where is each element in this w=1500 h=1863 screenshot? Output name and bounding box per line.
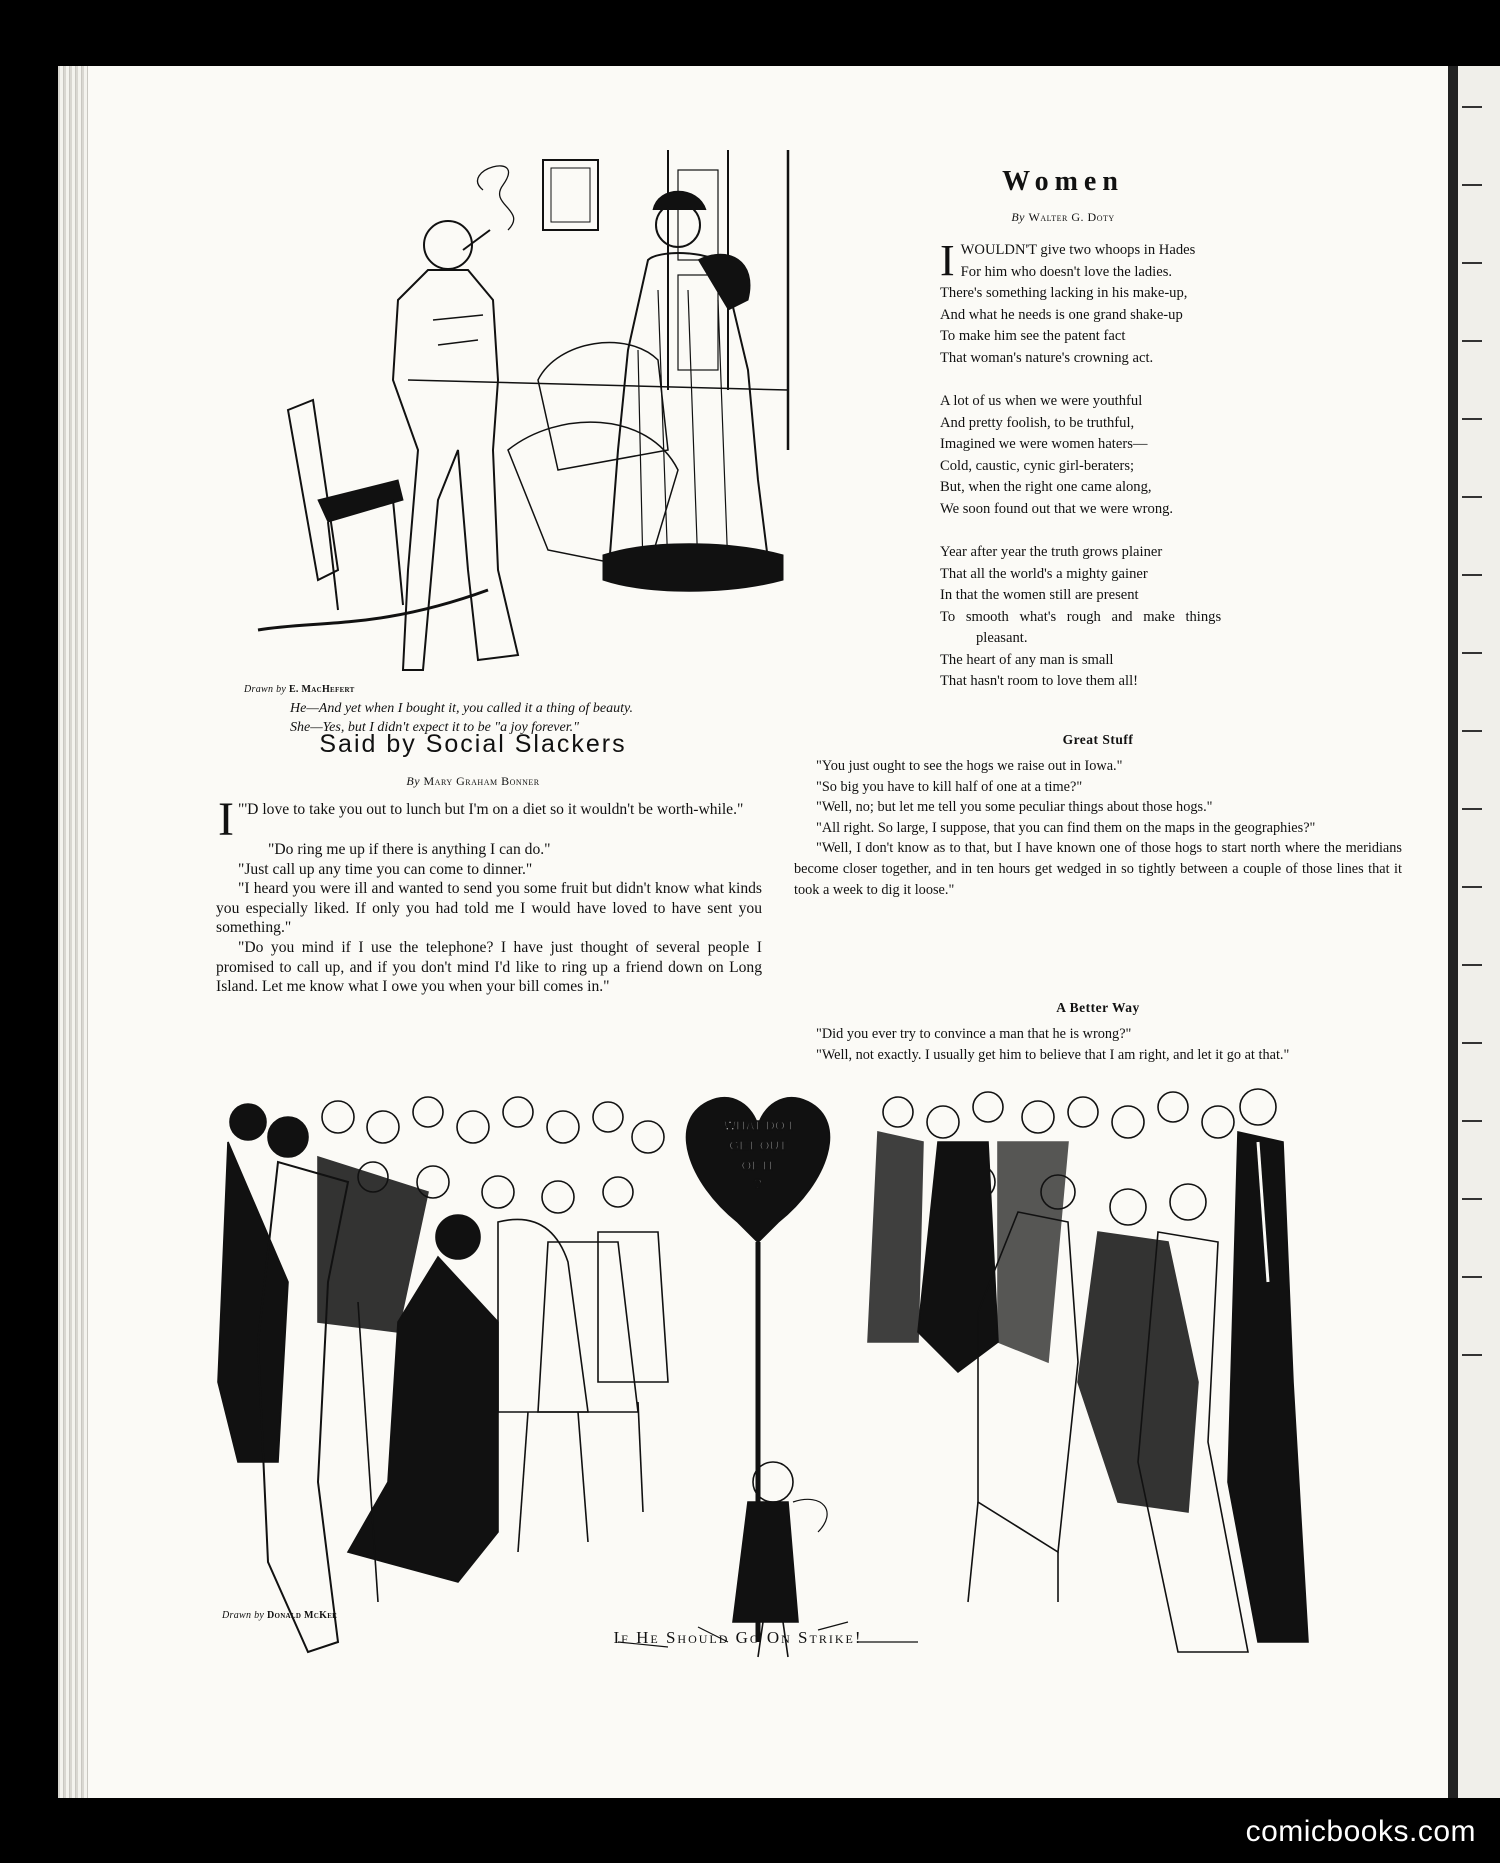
slackers-dropcap: I (218, 793, 234, 846)
bottom-cartoon-caption: If He Should Go On Strike! (613, 1628, 863, 1647)
poem-line: The heart of any man is small (940, 651, 1114, 668)
heart-sign-line4: ? (754, 1176, 762, 1191)
poem-line: Year after year the truth grows plainer (940, 544, 1163, 560)
slackers-byline: By Mary Graham Bonner (406, 774, 540, 788)
joke-paragraph: "So big you have to kill half of one at a time?" (816, 778, 1083, 795)
slackers-text (216, 793, 762, 997)
joke-paragraph: "All right. So large, I suppose, that you can find them on the maps in the geographies?" (816, 819, 1316, 836)
great-stuff-title: Great Stuff (1062, 732, 1134, 747)
poem-line: To make him see the patent fact (940, 328, 1126, 344)
slackers-paragraph: "Do you mind if I use the telephone? I have just thought of several people I promised to call up, and if you don't mind I'd like to ring up a friend down on Long Island. Let me know what I owe you when your bill comes in." (216, 938, 762, 996)
great-stuff-text (794, 756, 1402, 900)
poem-line: That all the world's a mighty gainer (940, 565, 1148, 582)
better-way-title: A Better Way (1056, 1000, 1140, 1015)
joke-paragraph: "Well, no; but let me tell you some peculiar things about those hogs." (816, 799, 1213, 816)
bottom-cartoon-credit: Drawn by Donald McKee (222, 1610, 338, 1621)
cupid-with-sign (618, 1098, 918, 1657)
women-title: Women (1002, 166, 1124, 197)
poem-line: A lot of us when we were youthful (940, 393, 1143, 409)
poem-line: And pretty foolish, to be truthful, (940, 414, 1135, 431)
women-byline: By Walter G. Doty (1011, 210, 1115, 224)
joke-paragraph: "Well, not exactly. I usually get him to believe that I am right, and let it go at that." (816, 1046, 1290, 1063)
women-stanza-3 (940, 542, 1410, 693)
poem-line: That hasn't room to love them all! (940, 673, 1138, 689)
poem-line: In that the women still are present (940, 587, 1139, 603)
heart-sign-line1: WHAT DO I (723, 1118, 793, 1133)
poem-line: There's something lacking in his make-up, (940, 285, 1188, 301)
poem-line: Imagined we were women haters— (940, 436, 1148, 452)
top-cartoon-caption-she: She—Yes, but I didn't expect it to be "a joy forever." (290, 720, 579, 735)
poem-line: To smooth what's rough and make things (940, 608, 1222, 625)
poem-line: And what he needs is one grand shake-up (940, 306, 1183, 323)
adjacent-page-edge (1448, 66, 1500, 1798)
better-way-text (794, 1024, 1402, 1065)
men-crowd (868, 1089, 1308, 1652)
slackers-paragraph: "Just call up any time you can come to dinner." (238, 860, 533, 878)
poem-line: But, when the right one came along, (940, 479, 1152, 495)
poem-line: Cold, caustic, cynic girl-beraters; (940, 457, 1135, 474)
slackers-title: Said by Social Slackers (319, 730, 627, 758)
poem-line: pleasant. (976, 630, 1028, 646)
poem-line: We soon found out that we were wrong. (940, 500, 1174, 517)
women-dropcap: I (940, 236, 955, 285)
top-cartoon-illustration (228, 150, 828, 720)
heart-sign-line2: GET OUT (729, 1138, 787, 1153)
women-poem (940, 236, 1410, 693)
slackers-paragraph: "Do ring me up if there is anything I can do." (268, 841, 551, 858)
page-spine (58, 66, 88, 1798)
heart-sign-line3: OF IT (741, 1158, 775, 1173)
poem-line: For him who doesn't love the ladies. (960, 263, 1173, 280)
page-edge-marks (1462, 106, 1482, 1406)
magazine-page (58, 66, 1448, 1798)
poem-line: WOULDN'T give two whoops in Hades (960, 242, 1196, 258)
joke-paragraph: "Did you ever try to convince a man that he is wrong?" (816, 1026, 1132, 1042)
slackers-paragraph: "I heard you were ill and wanted to send you some fruit but didn't know what kinds you especially liked. If only you had told me I would have loved to have sent you something." (216, 880, 762, 937)
women-stanza-2 (940, 391, 1410, 520)
joke-paragraph: "Well, I don't know as to that, but I have known one of those hogs to start north where the meridians become closer together, and in ten hours get wedged in so tightly between a couple of those lines that it took a week to dig it loose." (794, 840, 1402, 898)
slackers-paragraph: " I 'D love to take you out to lunch but I'm on a diet so it wouldn't be worth-while." (218, 793, 744, 846)
poem-line: That woman's nature's crowning act. (940, 349, 1154, 366)
site-watermark: comicbooks.com (1245, 1815, 1476, 1848)
joke-paragraph: "You just ought to see the hogs we raise out in Iowa." (816, 758, 1123, 774)
women-stanza-1 (940, 236, 1410, 369)
bottom-cartoon-illustration (198, 1082, 1398, 1672)
women-crowd (218, 1097, 668, 1652)
top-cartoon-credit: Drawn by E. MacHefert (244, 684, 355, 695)
top-cartoon-caption-he: He—And yet when I bought it, you called it a thing of beauty. (290, 701, 633, 716)
